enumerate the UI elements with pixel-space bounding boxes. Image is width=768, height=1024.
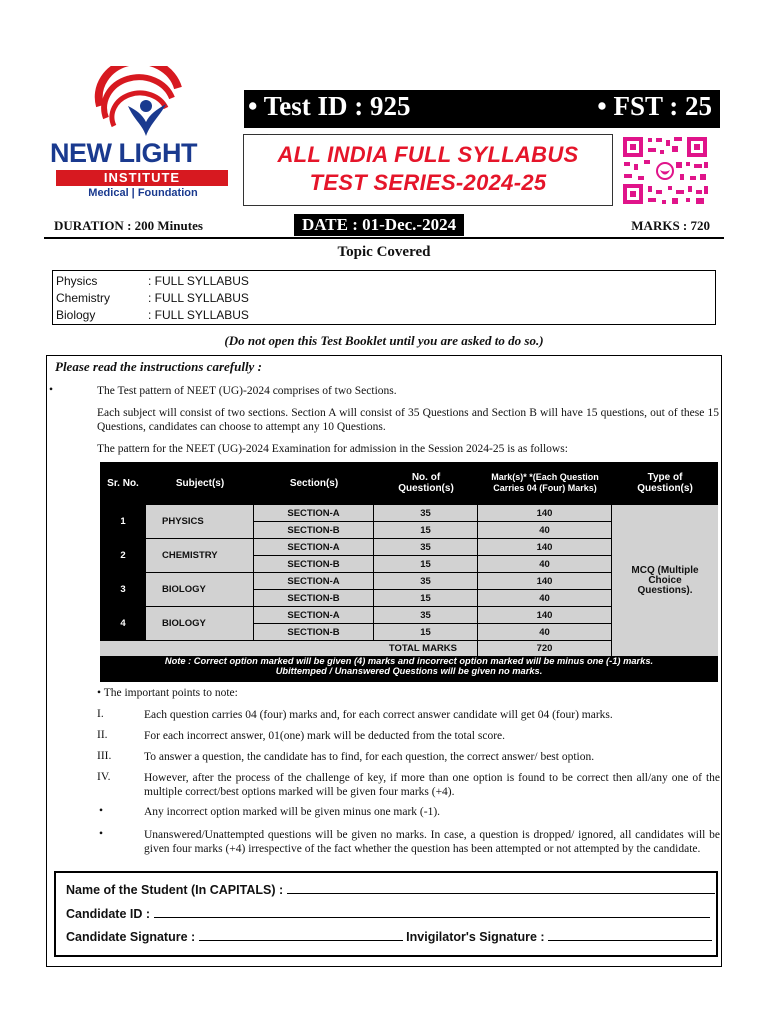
fst-number: • FST : 25 [597, 91, 712, 121]
divider [44, 237, 724, 239]
topic-syllabus: : FULL SYLLABUS [148, 274, 249, 288]
td-subject: BIOLOGY [146, 607, 253, 640]
student-details-form [54, 871, 718, 957]
td-marks: 140 [478, 539, 611, 555]
candidate-signature-field[interactable] [199, 929, 403, 941]
instruction-p3: The pattern for the NEET (UG)-2024 Examination for admission in the Session 2024-25 is as follows: [97, 443, 568, 455]
td-questions: 35 [374, 539, 477, 555]
topic-subject: Chemistry [56, 291, 111, 305]
td-questions: 15 [374, 522, 477, 538]
th-marks: Mark(s)* *(Each Question Carries 04 (Four) Marks) [491, 472, 599, 493]
td-subject: PHYSICS [146, 505, 253, 538]
td-section: SECTION-B [254, 590, 373, 606]
td-questions: 35 [374, 573, 477, 589]
topic-row [56, 290, 712, 307]
exam-info-row [54, 214, 720, 238]
booklet-notice: (Do not open this Test Booklet until you are asked to do so.) [224, 333, 544, 348]
topic-syllabus: : FULL SYLLABUS [148, 308, 249, 322]
candidate-id-row [66, 906, 710, 921]
topic-subject: Physics [56, 274, 98, 288]
institute-logo [50, 66, 236, 201]
td-subject: BIOLOGY [146, 573, 253, 606]
test-series-title [243, 134, 613, 206]
qr-code-icon [620, 134, 710, 207]
td-marks: 40 [478, 624, 611, 640]
td-section: SECTION-A [254, 573, 373, 589]
exam-pattern-table [100, 462, 718, 682]
th-subject: Subject(s) [175, 477, 225, 489]
point-text: For each incorrect answer, 01(one) mark will be deducted from the total score. [144, 730, 506, 742]
logo-subtitle: Medical | Foundation [88, 187, 198, 199]
instruction-p2: Each subject will consist of two sections. Section A will consist of 35 Questions and Section B will have 15 questions, out of these 15 Questions, candidates can choose to attempt any 10 Questions. [97, 407, 719, 433]
table-note [100, 656, 718, 676]
td-total-label: TOTAL MARKS [100, 641, 477, 656]
topic-title: Topic Covered [337, 244, 431, 260]
td-marks: 140 [478, 505, 611, 521]
th-questions: No. of Question(s) [398, 472, 454, 494]
point-marker: IV. [97, 771, 111, 783]
td-marks: 40 [478, 590, 611, 606]
candidate-id-field[interactable] [154, 906, 710, 918]
point-marker: I. [97, 708, 104, 720]
td-section: SECTION-A [254, 607, 373, 623]
td-marks: 140 [478, 573, 611, 589]
point-text: Any incorrect option marked will be given minus one mark (-1). [144, 806, 441, 818]
point-text: Unanswered/Unattempted questions will be given no marks. In case, a question is dropped/ ignored, all candidates will be given four marks (+4) irrespective of the fact whether the question has been attempted or not attempted by the candidate. [144, 829, 720, 855]
topic-row [56, 307, 712, 324]
points-heading: • The important points to note: [97, 687, 238, 699]
point-marker: II. [97, 729, 108, 741]
topic-table [52, 270, 716, 325]
td-marks: 40 [478, 556, 611, 572]
point-text: Each question carries 04 (four) marks and, for each correct answer candidate will get 04 (four) marks. [144, 709, 613, 721]
topic-subject: Biology [56, 308, 96, 322]
duration: DURATION : 200 Minutes [54, 218, 203, 233]
td-questions: 35 [374, 607, 477, 623]
td-sr: 4 [120, 618, 126, 629]
td-questions: 15 [374, 556, 477, 572]
student-name-field[interactable] [287, 882, 715, 894]
point-marker: • [99, 828, 104, 840]
td-marks: 140 [478, 607, 611, 623]
candidate-id-label: Candidate ID : [66, 907, 151, 921]
topic-syllabus: : FULL SYLLABUS [148, 291, 249, 305]
th-section: Section(s) [289, 477, 339, 489]
td-section: SECTION-A [254, 505, 373, 521]
td-section: SECTION-B [254, 624, 373, 640]
bullet-marker: • [49, 384, 54, 396]
topic-row [56, 273, 712, 290]
series-line-2: TEST SERIES-2024-25 [309, 170, 547, 195]
th-sr-no: Sr. No. [107, 477, 139, 489]
point-marker: • [99, 805, 104, 817]
point-marker: III. [97, 750, 112, 762]
td-sr: 1 [120, 516, 126, 527]
table-note-line-1: Note : Correct option marked will be given (4) marks and incorrect option marked will be minus one (-1) marks. [164, 656, 654, 666]
th-type: Type of Question(s) [637, 472, 693, 494]
instructions-heading: Please read the instructions carefully : [55, 359, 262, 374]
test-banner [244, 90, 720, 128]
series-line-1: ALL INDIA FULL SYLLABUS [277, 142, 579, 167]
student-name-row [66, 882, 715, 897]
total-marks: MARKS : 720 [631, 218, 710, 233]
td-section: SECTION-B [254, 556, 373, 572]
logo-emblem-icon [90, 66, 190, 138]
td-questions: 15 [374, 624, 477, 640]
test-id: • Test ID : 925 [248, 91, 411, 121]
student-name-label: Name of the Student (In CAPITALS) : [66, 883, 284, 897]
signature-row [66, 929, 712, 944]
td-subject: CHEMISTRY [146, 539, 253, 572]
exam-date: DATE : 01-Dec.-2024 [294, 214, 464, 236]
table-note-line-2: Ubittemped / Unanswered Questions will be given no marks. [275, 666, 543, 676]
logo-institute-label: INSTITUTE [56, 170, 228, 186]
td-total-value: 720 [478, 641, 611, 656]
td-question-type: MCQ (Multiple Choice Questions). [612, 505, 718, 656]
td-section: SECTION-B [254, 522, 373, 538]
td-questions: 35 [374, 505, 477, 521]
td-sr: 2 [120, 550, 126, 561]
invigilator-signature-label: Invigilator's Signature : [406, 930, 545, 944]
logo-name: NEW LIGHT [50, 138, 197, 168]
td-sr: 3 [120, 584, 126, 595]
instruction-p1: The Test pattern of NEET (UG)-2024 comprises of two Sections. [97, 385, 397, 397]
td-questions: 15 [374, 590, 477, 606]
candidate-signature-label: Candidate Signature : [66, 930, 196, 944]
td-marks: 40 [478, 522, 611, 538]
invigilator-signature-field[interactable] [548, 929, 712, 941]
td-section: SECTION-A [254, 539, 373, 555]
point-text: To answer a question, the candidate has to find, for each question, the correct answer/ best option. [144, 751, 595, 763]
point-text: However, after the process of the challenge of key, if more than one option is found to be correct then all/any one of the multiple correct/best options marked will be given four marks (+4). [144, 772, 720, 798]
